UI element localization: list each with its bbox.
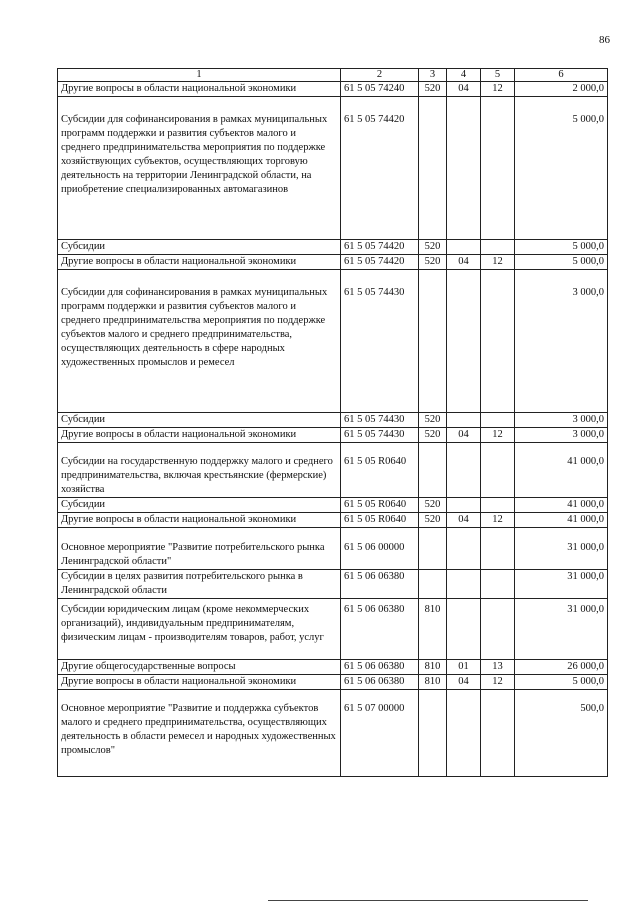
row-description: Другие вопросы в области национальной экономики: [58, 255, 341, 270]
row-col-3: 520: [419, 240, 447, 255]
row-description: Субсидии для софинансирования в рамках муниципальных программ поддержки и развития субъектов малого и среднего предпринимательства мероприятия по поддержке субъектов малого и среднего предпринимательства, осуществляющих деятельность в сфере народных художественных промыслов и ремесел: [58, 270, 341, 413]
row-code: 61 5 06 06380: [341, 599, 419, 660]
row-description: Субсидии: [58, 498, 341, 513]
row-code: 61 5 05 74420: [341, 255, 419, 270]
row-description: Основное мероприятие "Развитие и поддержка субъектов малого и среднего предпринимательства, осуществляющих деятельность в области ремесел и народных художественных промыслов": [58, 690, 341, 777]
header-col-5: 5: [481, 69, 515, 82]
row-col-5: [481, 570, 515, 599]
row-col-4: [447, 528, 481, 570]
row-code: 61 5 07 00000: [341, 690, 419, 777]
row-code: 61 5 06 06380: [341, 675, 419, 690]
row-col-4: [447, 498, 481, 513]
table-row: [58, 413, 608, 428]
row-col-5: 12: [481, 82, 515, 97]
row-description: Субсидии в целях развития потребительского рынка в Ленинградской области: [58, 570, 341, 599]
row-col-3: [419, 690, 447, 777]
row-col-4: [447, 690, 481, 777]
row-description: Субсидии: [58, 413, 341, 428]
table-row: [58, 97, 608, 240]
row-col-5: 12: [481, 675, 515, 690]
row-description: Другие вопросы в области национальной экономики: [58, 82, 341, 97]
row-code: 61 5 06 06380: [341, 660, 419, 675]
budget-table: [57, 68, 608, 777]
row-description: Основное мероприятие "Развитие потребительского рынка Ленинградской области": [58, 528, 341, 570]
row-col-3: 520: [419, 413, 447, 428]
table-row: [58, 270, 608, 413]
row-col-5: [481, 443, 515, 498]
row-col-4: 04: [447, 255, 481, 270]
row-amount: 500,0: [515, 690, 608, 777]
row-code: 61 5 06 06380: [341, 570, 419, 599]
row-col-5: [481, 528, 515, 570]
row-col-5: [481, 690, 515, 777]
row-amount: 2 000,0: [515, 82, 608, 97]
row-col-4: [447, 97, 481, 240]
page-number: 86: [599, 34, 610, 46]
row-description: Другие вопросы в области национальной экономики: [58, 675, 341, 690]
row-col-4: 04: [447, 428, 481, 443]
row-col-4: [447, 443, 481, 498]
row-amount: 5 000,0: [515, 675, 608, 690]
row-description: Другие вопросы в области национальной экономики: [58, 513, 341, 528]
row-amount: 5 000,0: [515, 240, 608, 255]
row-description: Субсидии на государственную поддержку малого и среднего предпринимательства, включая крестьянские (фермерские) хозяйства: [58, 443, 341, 498]
row-code: 61 5 05 74430: [341, 413, 419, 428]
row-col-4: 04: [447, 675, 481, 690]
row-col-5: [481, 270, 515, 413]
row-col-5: 13: [481, 660, 515, 675]
row-amount: 3 000,0: [515, 270, 608, 413]
row-code: 61 5 05 74420: [341, 97, 419, 240]
table-row: [58, 690, 608, 777]
row-col-5: [481, 240, 515, 255]
table-row: [58, 570, 608, 599]
row-amount: 41 000,0: [515, 443, 608, 498]
header-col-4: 4: [447, 69, 481, 82]
header-col-1: 1: [58, 69, 341, 82]
row-col-3: 810: [419, 599, 447, 660]
row-col-4: [447, 270, 481, 413]
row-col-5: 12: [481, 428, 515, 443]
row-amount: 31 000,0: [515, 528, 608, 570]
table-row: [58, 513, 608, 528]
header-row: [58, 69, 608, 82]
row-code: 61 5 05 R0640: [341, 443, 419, 498]
row-col-5: [481, 498, 515, 513]
table-row: [58, 428, 608, 443]
header-col-2: 2: [341, 69, 419, 82]
row-description: Другие вопросы в области национальной экономики: [58, 428, 341, 443]
row-col-4: 04: [447, 82, 481, 97]
row-col-4: [447, 570, 481, 599]
table-row: [58, 443, 608, 498]
row-col-4: 01: [447, 660, 481, 675]
row-col-3: 520: [419, 428, 447, 443]
row-col-5: 12: [481, 255, 515, 270]
header-col-3: 3: [419, 69, 447, 82]
table-row: [58, 240, 608, 255]
row-col-4: [447, 413, 481, 428]
table-row: [58, 255, 608, 270]
row-col-3: [419, 528, 447, 570]
row-col-3: 520: [419, 255, 447, 270]
row-col-4: 04: [447, 513, 481, 528]
row-description: Другие общегосударственные вопросы: [58, 660, 341, 675]
row-amount: 31 000,0: [515, 570, 608, 599]
row-amount: 3 000,0: [515, 413, 608, 428]
table-row: [58, 82, 608, 97]
row-code: 61 5 05 R0640: [341, 498, 419, 513]
row-amount: 41 000,0: [515, 513, 608, 528]
row-code: 61 5 05 74420: [341, 240, 419, 255]
row-col-3: [419, 97, 447, 240]
row-col-5: [481, 97, 515, 240]
row-col-5: 12: [481, 513, 515, 528]
table-row: [58, 528, 608, 570]
row-col-3: 810: [419, 660, 447, 675]
row-col-5: [481, 599, 515, 660]
row-col-5: [481, 413, 515, 428]
row-amount: 26 000,0: [515, 660, 608, 675]
row-amount: 5 000,0: [515, 255, 608, 270]
row-col-4: [447, 240, 481, 255]
table-row: [58, 599, 608, 660]
row-description: Субсидии для софинансирования в рамках муниципальных программ поддержки и развития субъектов малого и среднего предпринимательства мероприятия по поддержке хозяйствующих субъектов, осуществляющих торговую деятельность на территории Ленинградской области, на приобретение специализированных автомагазинов: [58, 97, 341, 240]
row-code: 61 5 05 R0640: [341, 513, 419, 528]
row-description: Субсидии: [58, 240, 341, 255]
row-code: 61 5 05 74430: [341, 428, 419, 443]
row-col-3: 520: [419, 513, 447, 528]
row-col-3: 520: [419, 82, 447, 97]
row-code: 61 5 05 74240: [341, 82, 419, 97]
table-row: [58, 498, 608, 513]
table-row: [58, 675, 608, 690]
row-col-3: 810: [419, 675, 447, 690]
row-col-4: [447, 599, 481, 660]
table-row: [58, 660, 608, 675]
row-amount: 31 000,0: [515, 599, 608, 660]
row-amount: 41 000,0: [515, 498, 608, 513]
row-col-3: [419, 443, 447, 498]
row-col-3: 520: [419, 498, 447, 513]
row-amount: 3 000,0: [515, 428, 608, 443]
row-amount: 5 000,0: [515, 97, 608, 240]
row-description: Субсидии юридическим лицам (кроме некоммерческих организаций), индивидуальным предпринимателям, физическим лицам - производителям товаров, работ, услуг: [58, 599, 341, 660]
bottom-divider: [268, 900, 588, 901]
header-col-6: 6: [515, 69, 608, 82]
row-code: 61 5 06 00000: [341, 528, 419, 570]
row-code: 61 5 05 74430: [341, 270, 419, 413]
row-col-3: [419, 570, 447, 599]
row-col-3: [419, 270, 447, 413]
